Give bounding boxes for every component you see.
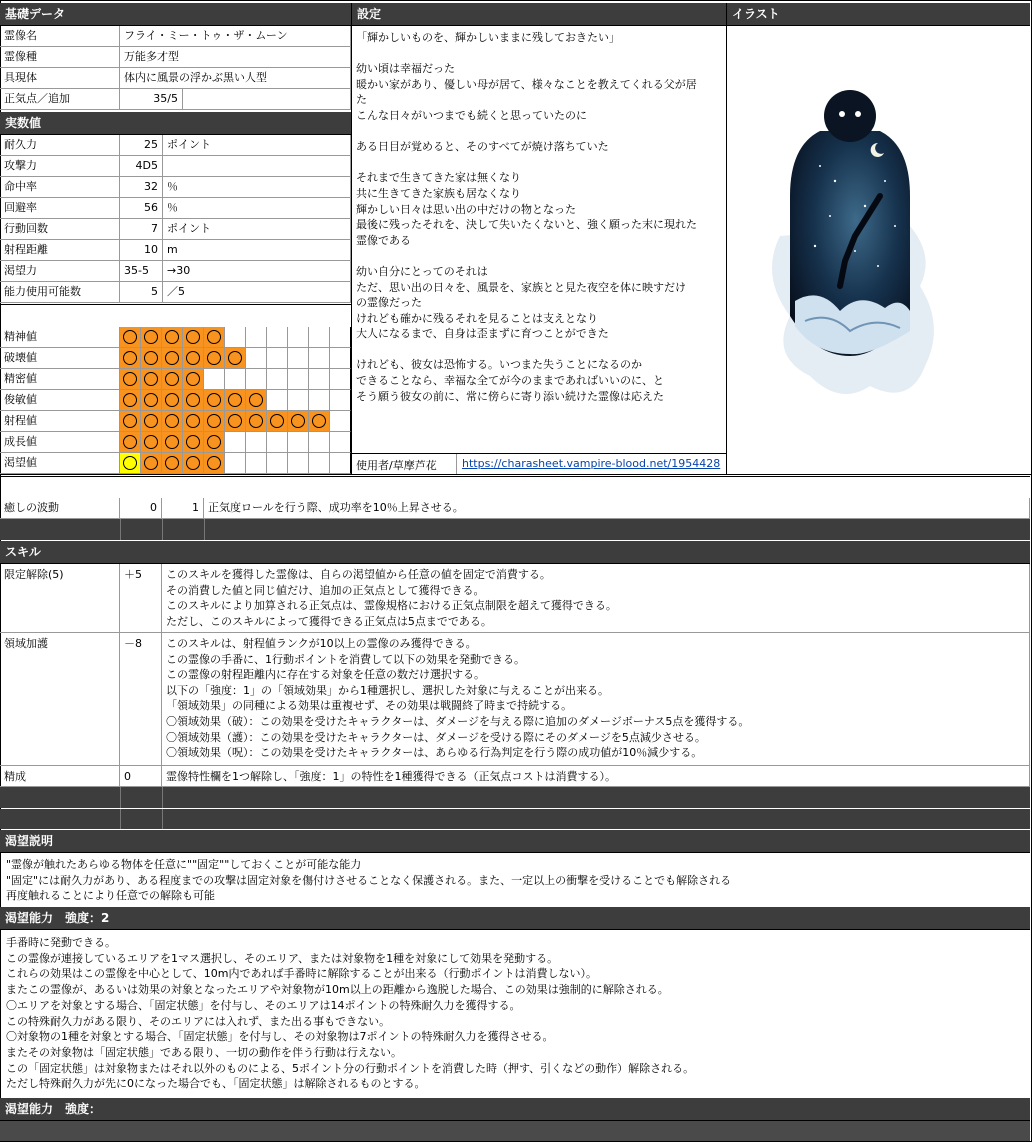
ability-cell [288, 369, 309, 390]
actual-label: 攻撃力 [0, 156, 120, 177]
actual-label: 射程距離 [0, 240, 120, 261]
ability-cell [120, 348, 141, 369]
ability-mark [123, 414, 137, 428]
ability-cell [204, 369, 225, 390]
ability-cell [183, 453, 204, 474]
ability-mark [186, 456, 200, 470]
actual-unit: ポイント [163, 219, 351, 240]
ability-cell [141, 369, 162, 390]
actual-unit: →30 [163, 261, 351, 282]
ability-cell [141, 348, 162, 369]
trait-strength: 1 [162, 498, 204, 519]
actual-value: 10 [120, 240, 163, 261]
ability-cell [162, 453, 183, 474]
ability-cell [330, 369, 351, 390]
ability-label: 成長値 [0, 432, 120, 453]
ability-label: 渇望値 [0, 453, 120, 474]
trait-strength-header: 強度 [166, 480, 191, 494]
ability-cell [204, 411, 225, 432]
skill-cost: 0 [120, 766, 162, 787]
ability-cell [288, 327, 309, 348]
ability-mark [123, 351, 137, 365]
skill-desc: 霊像特性欄を1つ解除し、「強度：1」の特性を1種獲得できる（正気点コストは消費する）。 [162, 766, 1030, 787]
ability-cell [141, 390, 162, 411]
ability-mark [165, 351, 179, 365]
ability-cell [120, 327, 141, 348]
ability-col-label: 1 [126, 308, 135, 322]
illust-header: イラスト [727, 3, 1030, 26]
ability-mark [228, 351, 242, 365]
ability-col-label: 3 [168, 308, 177, 322]
actual-header: 実数値 [0, 112, 351, 135]
ability-mark [207, 456, 221, 470]
ability-cell [246, 411, 267, 432]
ability-mark [123, 393, 137, 407]
ability-cell [120, 369, 141, 390]
desire-ability2-header: 渇望能力 強度： [0, 1098, 1030, 1121]
desire-ability1-text: 手番時に発動できる。 この霊像が連接しているエリアを1マス選択し、そのエリア、または対象物を1種を対象にして効果を発動する。 これらの効果はこの霊像を中心として、10m内であれば手番時に解除することが出来る（行動ポイントは消費しない）。 またこの霊像が、あるいは効果の対象となったエリアや対象物が10m以上の距離から逸脱した場合、この効果は強制的に解除される。 〇エリアを対象とする場合、「固定状態」を付与し、そのエリアは14ポイントの特殊耐久力を獲得する。 この特殊耐久力がある限り、そのエリアには入れず、また出る事もできない。 〇対象物の1種を対象とする場合、「固定状態」を付与し、その対象物は7ポイントの特殊耐久力を獲得させる。 またその対象物は「固定状態」である限り、一切の動作を伴う行動は行えない。 この「固定状態」は対象物またはそれ以外のものによる、5ポイント分の行動ポイントを消費した時（押す、引くなどの動作）解除される。 ただし特殊耐久力が先に0になった場合でも、「固定状態」は解除されるものとする。 [6, 936, 695, 1091]
ability-cell [309, 348, 330, 369]
ability-cell [204, 432, 225, 453]
ability-header-label: 能力値 [5, 308, 42, 322]
skill-header: スキル [0, 541, 1030, 564]
ability-cell [225, 348, 246, 369]
basic-label: 具現体 [0, 68, 120, 89]
trait-header [0, 476, 1030, 494]
actual-value: 4D5 [120, 156, 163, 177]
trait-empty-row [0, 519, 1030, 540]
actual-label: 命中率 [0, 177, 120, 198]
basic-value: 体内に風景の浮かぶ黒い人型 [120, 68, 351, 89]
ability-cell [288, 411, 309, 432]
actual-label: 行動回数 [0, 219, 120, 240]
skill-desc: このスキルは、射程値ランクが10以上の霊像のみ獲得できる。 この霊像の手番に、1行動ポイントを消費して以下の効果を発動できる。 この霊像の射程距離内に存在する対象を任意の数だけ選択する。 以下の「強度：1」の「領域効果」から1種選択し、選択した対象に与えることが出来る。 「領域効果」の同種による効果は重複せず、その効果は戦闘終了時まで持続する。 〇領域効果（破）：この効果を受けたキャラクターは、ダメージを与える際に追加のダメージボーナス5点を獲得する。 〇領域効果（護）：この効果を受けたキャラクターは、ダメージを受ける際にそのダメージを5点減少させる。 〇領域効果（呪）：この効果を受けたキャラクターは、あらゆる行為判定を行う際の成功値が10％減少する。 [162, 633, 1030, 766]
ability-mark [186, 414, 200, 428]
basic-value: 万能多才型 [120, 47, 351, 68]
ability-cell [183, 390, 204, 411]
desire-ability1-header: 渇望能力 強度：2 [0, 907, 1030, 930]
ability-cell [309, 411, 330, 432]
desire-desc-header: 渇望説明 [0, 830, 1030, 853]
ability-cell [204, 453, 225, 474]
actual-unit: ポイント [163, 135, 351, 156]
ability-mark [207, 351, 221, 365]
ability-mark [165, 393, 179, 407]
ability-cell [141, 432, 162, 453]
ability-header [0, 304, 351, 322]
ability-col-label: 7 [252, 308, 261, 322]
actual-value: 5 [120, 282, 163, 303]
ability-cell [330, 390, 351, 411]
ability-cell [246, 369, 267, 390]
ability-cell [288, 348, 309, 369]
ability-mark [144, 372, 158, 386]
skill-desc: このスキルを獲得した霊像は、自らの渇望値から任意の値を固定で消費する。 その消費した値と同じ値だけ、追加の正気点として獲得できる。 このスキルにより加算される正気点は、霊像規格における正気点制限を超えて獲得できる。 ただし、このスキルによって獲得できる正気点は5点までである。 [162, 564, 1030, 633]
ability-label: 精密値 [0, 369, 120, 390]
ability-cell [225, 453, 246, 474]
ability-mark [207, 435, 221, 449]
basic-header: 基礎データ [0, 3, 351, 26]
user-name: 使用者/草摩芦花 [356, 459, 437, 472]
desire-desc-text: "霊像が触れたあらゆる物体を任意に""固定""しておくことが可能な能力 "固定"には耐久力があり、ある程度までの攻撃は固定対象を傷付けさせることなく保護される。また、一定以上の衝撃を受けることでも解除される 再度触れることにより任意での解除も可能 [6, 858, 732, 902]
actual-value: 35-5 [120, 261, 163, 282]
skill-cost: ＋5 [120, 564, 162, 633]
ability-mark [207, 393, 221, 407]
basic-value: フライ・ミー・トゥ・ザ・ムーン [120, 26, 351, 47]
ability-cell [120, 453, 141, 474]
ability-mark [228, 414, 242, 428]
skill-empty-row-2 [0, 809, 1030, 829]
ability-cell [309, 369, 330, 390]
ability-mark [186, 330, 200, 344]
ability-cell [183, 327, 204, 348]
basic-extra [183, 89, 351, 110]
ability-cell [141, 411, 162, 432]
ability-cell [120, 432, 141, 453]
ability-cell [309, 453, 330, 474]
ability-mark [186, 351, 200, 365]
settings-text: 「輝かしいものを、輝かしいままに残しておきたい」 幼い頃は幸福だった 暖かい家があり、優しい母が居て、様々なことを教えてくれる父が居 た こんな日々がいつまでも続くと思っていたのに ある日目が覚めると、そのすべてが焼け落ちていた それまで生きてきた家は無くなり 共に生きてきた家族も居なくなり 輝かしい日々は思い出の中だけの物となった 最後に残ったそれを、決して失いたくないと、強く願った末に現れた 霊像である 幼い自分にとってのそれは ただ、思い出の日々を、風景を、家族とと見た夜空を体に映すだけ の霊像だった けれども確かに残るそれを見ることは支えとなり 大人になるまで、自身は歪まずに育つことができた けれども、彼女は恐怖する。いつまた失うことになるのか できることなら、幸福な全てが今のままであればいいのに、と そう願う彼女の前に、常に傍らに寄り添い続けた霊像は応えた [356, 31, 697, 403]
ability-mark [165, 456, 179, 470]
ability-mark [186, 393, 200, 407]
actual-value: 25 [120, 135, 163, 156]
basic-label: 霊像種 [0, 47, 120, 68]
trait-cost: 0 [120, 498, 162, 519]
ability-cell [225, 390, 246, 411]
ability-label: 射程値 [0, 411, 120, 432]
ability-mark [144, 330, 158, 344]
ability-cell [330, 432, 351, 453]
skill-name: 限定解除(5) [0, 564, 120, 633]
ability-mark [270, 414, 284, 428]
ability-label: 破壊値 [0, 348, 120, 369]
ability-mark [144, 414, 158, 428]
actual-unit [163, 156, 351, 177]
ability-mark [123, 456, 137, 470]
ability-cell [204, 348, 225, 369]
ability-cell [162, 369, 183, 390]
ability-cell [141, 327, 162, 348]
ability-cell [330, 453, 351, 474]
ability-cell [120, 390, 141, 411]
ability-cell [225, 432, 246, 453]
ability-mark [165, 372, 179, 386]
ability-cell [162, 432, 183, 453]
ability-mark [207, 414, 221, 428]
ability-cell [246, 432, 267, 453]
ability-cell [288, 453, 309, 474]
actual-value: 7 [120, 219, 163, 240]
ability-col-label: 8 [273, 308, 282, 322]
basic-value: 35/5 [120, 89, 183, 110]
ability-mark [165, 414, 179, 428]
ability-cell [246, 390, 267, 411]
ability-cell [288, 432, 309, 453]
ability-mark [249, 414, 263, 428]
actual-label: 回避率 [0, 198, 120, 219]
ability-mark [186, 435, 200, 449]
actual-value: 32 [120, 177, 163, 198]
ability-cell [267, 348, 288, 369]
ability-cell [225, 411, 246, 432]
skill-empty-row-1 [0, 787, 1030, 808]
ability-cell [162, 390, 183, 411]
settings-header: 設定 [352, 3, 726, 26]
ability-cell [141, 453, 162, 474]
desire-ability2-body [0, 1121, 1030, 1141]
ability-mark [249, 393, 263, 407]
ability-mark [186, 372, 200, 386]
ability-cell [162, 411, 183, 432]
ability-cell [204, 327, 225, 348]
trait-header-label: 霊像特性 [5, 480, 54, 494]
ability-cell [267, 432, 288, 453]
actual-value: 56 [120, 198, 163, 219]
ability-cell [183, 432, 204, 453]
ability-cell [267, 390, 288, 411]
ability-label: 精神値 [0, 327, 120, 348]
ability-mark [207, 330, 221, 344]
ability-cell [267, 369, 288, 390]
ability-col-label: 5 [210, 308, 219, 322]
ability-cell [309, 390, 330, 411]
ability-cell [309, 432, 330, 453]
actual-label: 能力使用可能数 [0, 282, 120, 303]
ability-mark [123, 330, 137, 344]
skill-cost: －8 [120, 633, 162, 766]
ability-cell [267, 411, 288, 432]
ability-cell [204, 390, 225, 411]
settings-right-border [726, 3, 727, 474]
ability-cell [246, 327, 267, 348]
character-illustration [760, 86, 940, 411]
ability-mark [144, 435, 158, 449]
skill-name: 領域加護 [0, 633, 120, 766]
ability-mark [165, 330, 179, 344]
ability-cell [330, 411, 351, 432]
ability-cell [120, 411, 141, 432]
basic-label: 霊像名 [0, 26, 120, 47]
ability-mark [123, 435, 137, 449]
ability-mark [144, 393, 158, 407]
actual-label: 耐久力 [0, 135, 120, 156]
charasheet-link[interactable]: https://charasheet.vampire-blood.net/1954428 [462, 457, 721, 470]
actual-unit: ％ [163, 198, 351, 219]
settings-left-border [351, 3, 352, 474]
ability-mark [312, 414, 326, 428]
ability-mark [144, 456, 158, 470]
settings-footer [352, 453, 726, 474]
ability-mark [123, 372, 137, 386]
ability-col-label: 4 [189, 308, 198, 322]
ability-mark [165, 435, 179, 449]
ability-cell [309, 327, 330, 348]
ability-mark [228, 393, 242, 407]
basic-label: 正気点／追加 [0, 89, 120, 110]
ability-cell [225, 369, 246, 390]
ability-cell [225, 327, 246, 348]
top-section-bottom-border [0, 474, 1032, 475]
ability-label: 俊敏値 [0, 390, 120, 411]
actual-unit: m [163, 240, 351, 261]
ability-col-label: 2 [147, 308, 156, 322]
ability-col-label: 10 [315, 308, 332, 322]
ability-mark [291, 414, 305, 428]
actual-unit: ％ [163, 177, 351, 198]
ability-cell [288, 390, 309, 411]
ability-col-label: 超 [332, 308, 345, 322]
trait-name: 癒しの波動 [0, 498, 120, 519]
skill-name: 精成 [0, 766, 120, 787]
ability-cell [330, 327, 351, 348]
ability-cell [162, 348, 183, 369]
ability-cell [330, 348, 351, 369]
ability-cell [183, 411, 204, 432]
ability-cell [267, 327, 288, 348]
ability-col-label: 6 [231, 308, 240, 322]
ability-cell [267, 453, 288, 474]
ability-cell [246, 453, 267, 474]
ability-cell [246, 348, 267, 369]
actual-unit: ／5 [163, 282, 351, 303]
ability-cell [162, 327, 183, 348]
actual-label: 渇望力 [0, 261, 120, 282]
trait-desc: 正気度ロールを行う際、成功率を10％上昇させる。 [204, 498, 1030, 519]
ability-col-label: 9 [294, 308, 303, 322]
ability-cell [183, 369, 204, 390]
ability-cell [183, 348, 204, 369]
ability-mark [144, 351, 158, 365]
